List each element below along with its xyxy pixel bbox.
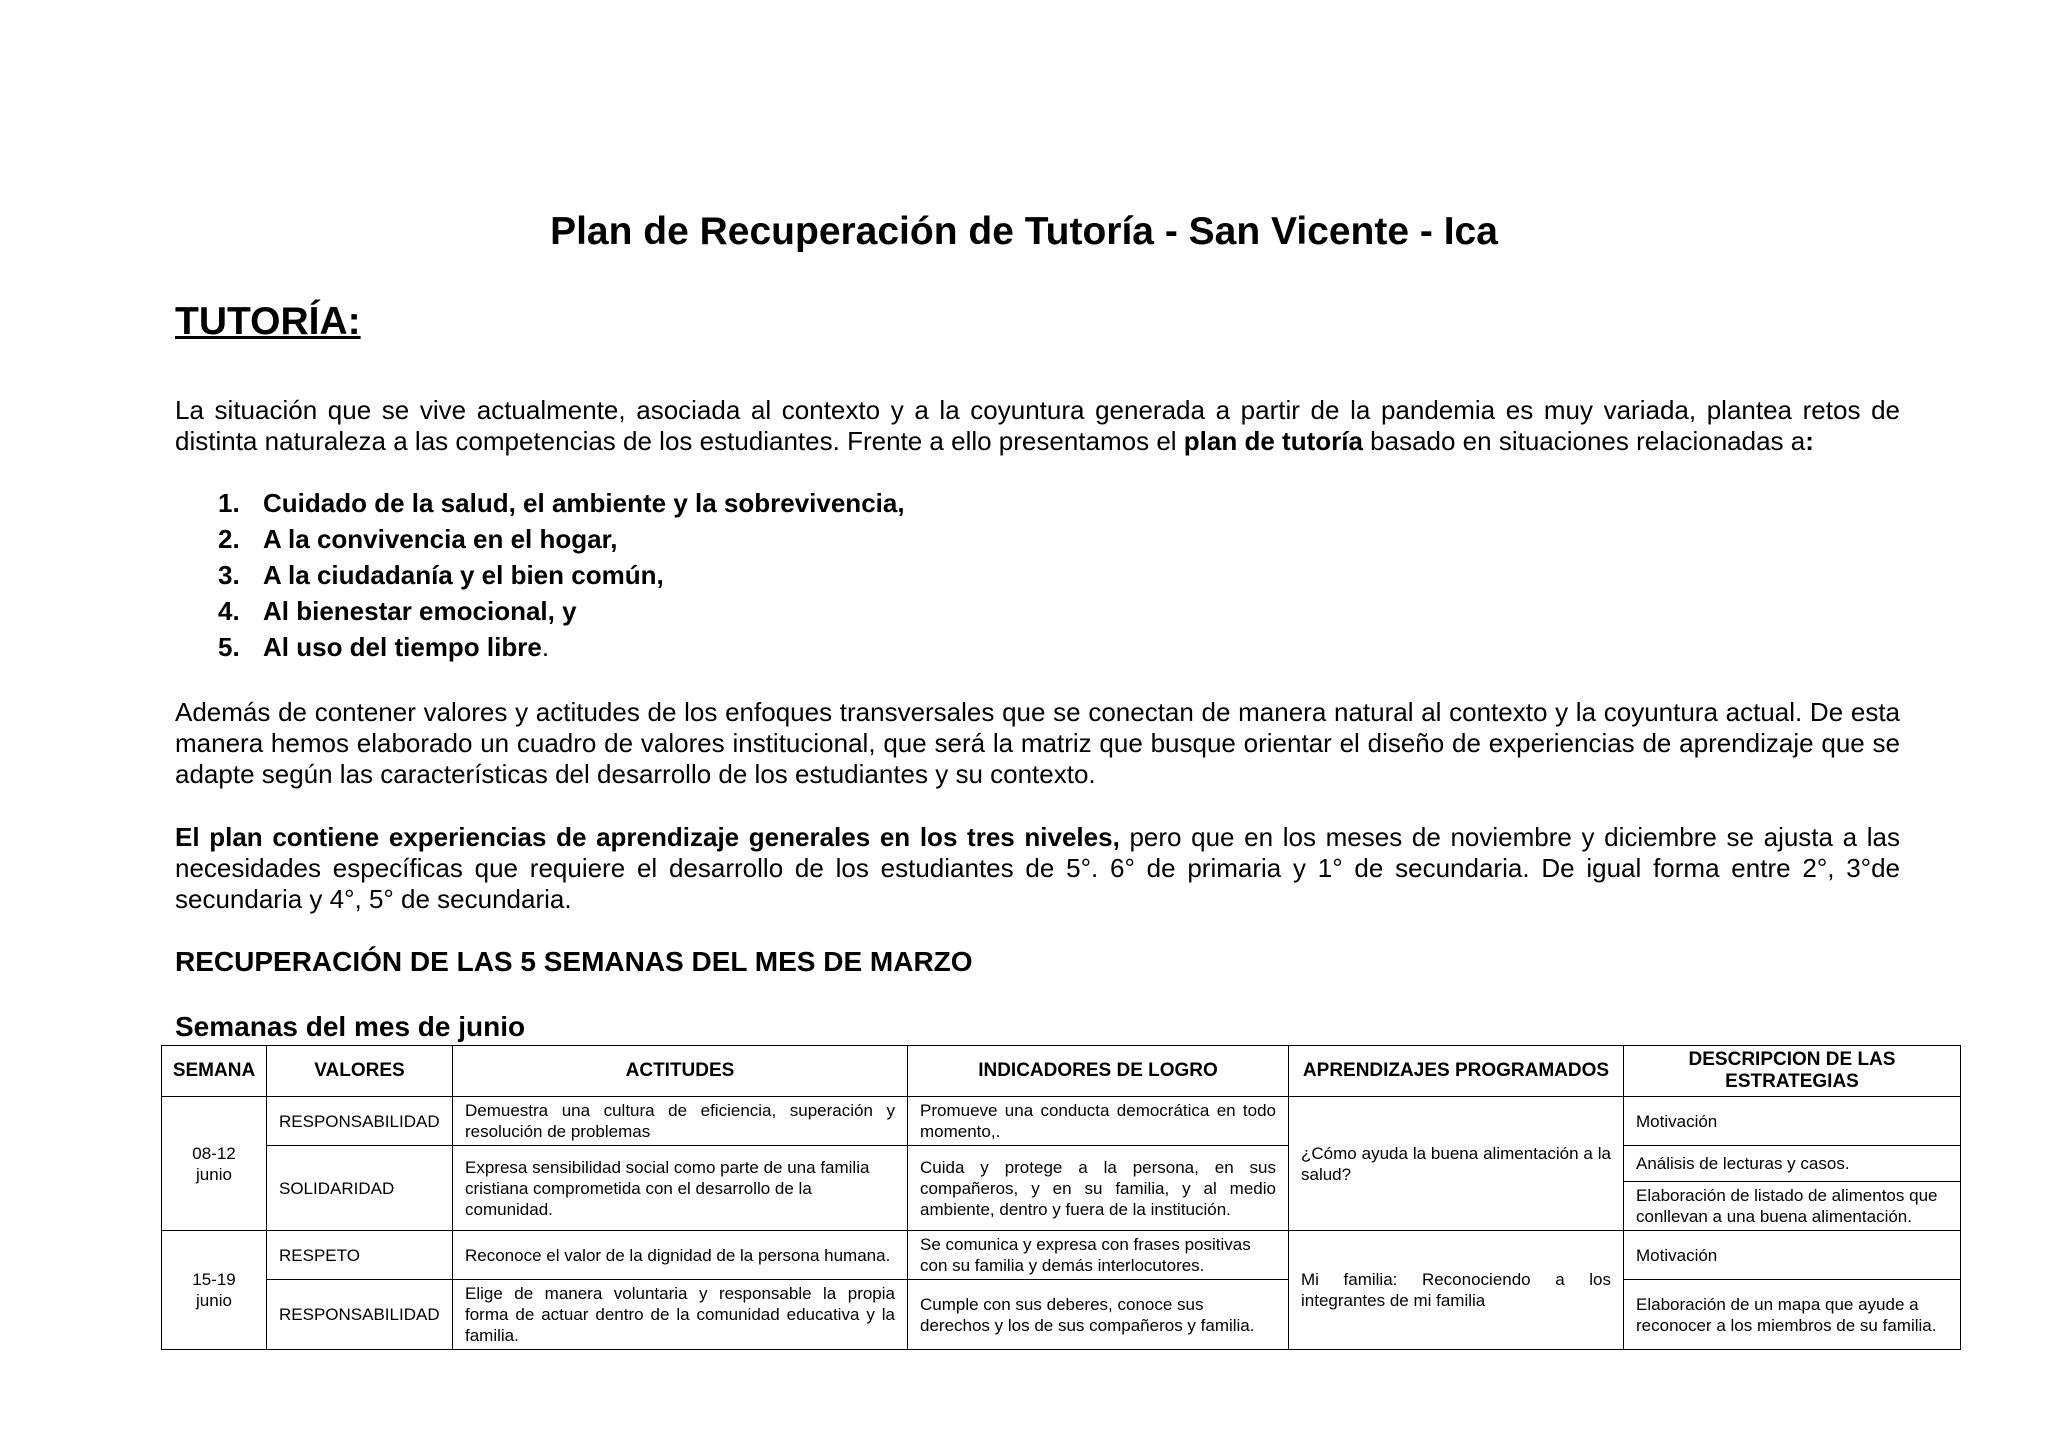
week-cell: 08-12 junio [162,1097,267,1231]
list-item-text: Cuidado de la salud, el ambiente y la sobrevivencia, [263,488,905,518]
tutoria-heading: TUTORÍA: [175,300,361,343]
list-item-tail: . [541,632,550,662]
week-cell: 15-19 junio [162,1231,267,1350]
list-number: 5. [218,632,240,662]
header-aprendizajes: APRENDIZAJES PROGRAMADOS [1289,1046,1624,1097]
aprendizaje-cell: ¿Cómo ayuda la buena alimentación a la salud? [1289,1097,1624,1231]
list-item [218,521,905,557]
intro-bold-text: plan de tutoría [1183,426,1363,456]
list-item [218,485,905,521]
valor-cell: RESPONSABILIDAD [267,1280,453,1350]
table-row [162,1280,1961,1350]
actitud-cell: Demuestra una cultura de eficiencia, superación y resolución de problemas [453,1097,908,1146]
values-paragraph: Además de contener valores y actitudes de los enfoques transversales que se conectan de manera natural al contexto y la coyuntura actual. De esta manera hemos elaborado un cuadro de valores institucional, que será la matriz que busque orientar el diseño de experiencias de aprendizaje que se adapte según las características del desarrollo de los estudiantes y su contexto. [175,697,1900,789]
list-number: 1. [218,488,240,518]
document-title: Plan de Recuperación de Tutoría - San Vicente - Ica [550,210,1498,253]
estrategia-cell: Motivación [1624,1231,1961,1280]
header-valores: VALORES [267,1046,453,1097]
valor-cell: RESPONSABILIDAD [267,1097,453,1146]
indicador-cell: Se comunica y expresa con frases positivas con su familia y demás interlocutores. [908,1231,1289,1280]
aprendizaje-cell: Mi familia: Reconociendo a los integrantes de mi familia [1289,1231,1624,1350]
header-actitudes: ACTITUDES [453,1046,908,1097]
list-item [218,629,905,665]
recovery-heading: RECUPERACIÓN DE LAS 5 SEMANAS DEL MES DE MARZO [175,946,973,977]
header-descripcion: DESCRIPCION DE LAS ESTRATEGIAS [1624,1046,1961,1097]
intro-paragraph [175,395,1900,457]
header-indicadores: INDICADORES DE LOGRO [908,1046,1289,1097]
list-item-text: Al uso del tiempo libre [263,632,542,662]
list-item-text: A la convivencia en el hogar, [263,524,618,554]
list-item [218,557,905,593]
plan-text: pero que en los meses de noviembre y diciembre se ajusta a las necesidades específicas que requiere el desarrollo de los estudiantes de 5°. 6° de primaria y 1° de secundaria. De igual forma entre 2°, 3°de secundaria y 4°, 5° de secundaria. [175,822,1900,914]
intro-colon: : [1805,426,1814,456]
table-row [162,1146,1961,1182]
table-row [162,1097,1961,1146]
indicador-cell: Promueve una conducta democrática en todo momento,. [908,1097,1289,1146]
indicador-cell: Cuida y protege a la persona, en sus compañeros, y en su familia, y al medio ambiente, dentro y fuera de la institución. [908,1146,1289,1231]
table-header-row [162,1046,1961,1097]
plan-paragraph [175,822,1900,915]
situations-list [218,485,905,665]
header-semana: SEMANA [162,1046,267,1097]
estrategia-cell: Elaboración de listado de alimentos que conllevan a una buena alimentación. [1624,1182,1961,1231]
estrategia-cell: Motivación [1624,1097,1961,1146]
estrategia-cell: Elaboración de un mapa que ayude a reconocer a los miembros de su familia. [1624,1280,1961,1350]
intro-text-2: basado en situaciones relacionadas a [1362,426,1806,456]
valor-cell: RESPETO [267,1231,453,1280]
list-item-text: Al bienestar emocional, y [263,596,577,626]
weeks-heading: Semanas del mes de junio [175,1011,526,1042]
list-item [218,593,905,629]
plan-bold-text: El plan contiene experiencias de aprendizaje generales en los tres niveles, [175,822,1120,852]
indicador-cell: Cumple con sus deberes, conoce sus derechos y los de sus compañeros y familia. [908,1280,1289,1350]
list-number: 3. [218,560,240,590]
actitud-cell: Reconoce el valor de la dignidad de la persona humana. [453,1231,908,1280]
actitud-cell: Elige de manera voluntaria y responsable la propia forma de actuar dentro de la comunidad educativa y la familia. [453,1280,908,1350]
table-row [162,1231,1961,1280]
estrategia-cell: Análisis de lecturas y casos. [1624,1146,1961,1182]
valor-cell: SOLIDARIDAD [267,1146,453,1231]
list-item-text: A la ciudadanía y el bien común, [263,560,664,590]
weekly-plan-table [161,1045,1961,1350]
intro-text-1: La situación que se vive actualmente, asociada al contexto y a la coyuntura generada a partir de la pandemia es muy variada, plantea retos de distinta naturaleza a las competencias de los estudiantes. Frente a ello presentamos el [175,395,1900,456]
list-number: 4. [218,596,240,626]
actitud-cell: Expresa sensibilidad social como parte de una familia cristiana comprometida con el desarrollo de la comunidad. [453,1146,908,1231]
list-number: 2. [218,524,240,554]
